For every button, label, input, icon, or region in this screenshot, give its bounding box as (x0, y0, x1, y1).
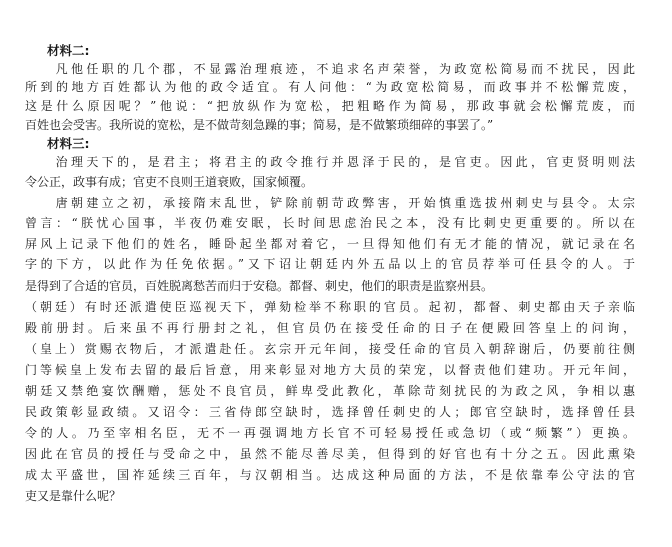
material3-line-16: 成太平盛世，国祚延续三百年，与汉朝相当。达成这种局面的方法，不是依靠奉公守法的官 (25, 468, 635, 482)
material3-line-5: 屏风上记录下他们的姓名，睡卧起坐都对着它，一旦得知他们有无才能的情况，就记录在名 (25, 237, 635, 251)
material2-heading: 材料二: (47, 43, 90, 58)
material3-line-10: （皇上）赏赐衣物后，才派遣赴任。玄宗开元年间，接受任命的官员入朝辞谢后，仍要前往侧 (25, 342, 635, 356)
material3-heading: 材料三: (47, 136, 90, 151)
material3-line-17: 吏又是靠什么呢？ (25, 489, 122, 503)
material2-line-3: 这是什么原因呢？”他说：“把放纵作为宽松，把粗略作为简易，那政事就会松懈荒废，而 (25, 99, 635, 113)
material3-line-13: 民政策彰显政绩。又诏令：三省侍郎空缺时，选择曾任刺史的人；郎官空缺时，选择曾任县 (25, 405, 635, 419)
material3-line-6: 字的下方，以此作为任免依据。”又下诏让朝廷内外五品以上的官员荐举可任县令的人。于 (25, 257, 635, 271)
material3-line-7: 是得到了合适的官员，百姓脱离愁苦而归于安稳。都督、刺史，他们的职责是监察州县。 (25, 279, 494, 293)
material3-line-9: 殿前册封。后来虽不再行册封之礼，但官员仍在接受任命的日子在便殿回答皇上的问询， (25, 321, 635, 335)
material3-line-2: 令公正，政事有成；官吏不良则王道衰败，国家倾覆。 (25, 175, 314, 189)
material3-line-4: 曾言：“朕忧心国事，半夜仍难安眠，长时间思虑治民之本，没有比刺史更重要的。所以在 (25, 216, 635, 230)
material3-line-11: 门等候皇上发布去留的最后旨意，用来彰显对地方大员的荣宠，以督责他们建功。开元年间， (25, 363, 635, 377)
material3-line-3: 唐朝建立之初，承接隋末乱世，铲除前朝苛政弊害，开始慎重选拔州刺史与县令。太宗 (25, 196, 635, 210)
material3-line-15: 因此在官员的授任与受命之中，虽然不能尽善尽美，但得到的好官也有十分之五。因此熏染 (25, 447, 635, 461)
material3-line-8: （朝廷）有时还派遣使臣巡视天下，弹劾检举不称职的官员。起初，都督、刺史都由天子亲临 (25, 300, 635, 314)
material3-line-14: 令的人。乃至宰相名臣，无不一再强调地方长官不可轻易授任或急切（或“频繁”）更换。 (25, 426, 635, 440)
material3-line-12: 朝廷又禁绝宴饮酬赠，惩处不良官员，鲜卑受此教化，革除苛刻扰民的为政之风，争相以惠 (25, 384, 635, 398)
material3-line-1: 治理天下的，是君主；将君主的政令推行并恩泽于民的，是官吏。因此，官吏贤明则法 (25, 155, 635, 169)
material2-line-4: 百姓也会受害。我所说的宽松，是不做苛刻急躁的事；简易，是不做繁琐细碎的事罢了。” (25, 118, 494, 132)
material2-line-2: 所到的地方百姓都认为他的政令适宜。有人问他：“为政宽松简易，而政事并不松懈荒废， (25, 80, 635, 94)
material2-line-1: 凡他任职的几个郡，不显露治理痕迹，不追求名声荣誉，为政宽松简易而不扰民，因此 (25, 62, 635, 76)
